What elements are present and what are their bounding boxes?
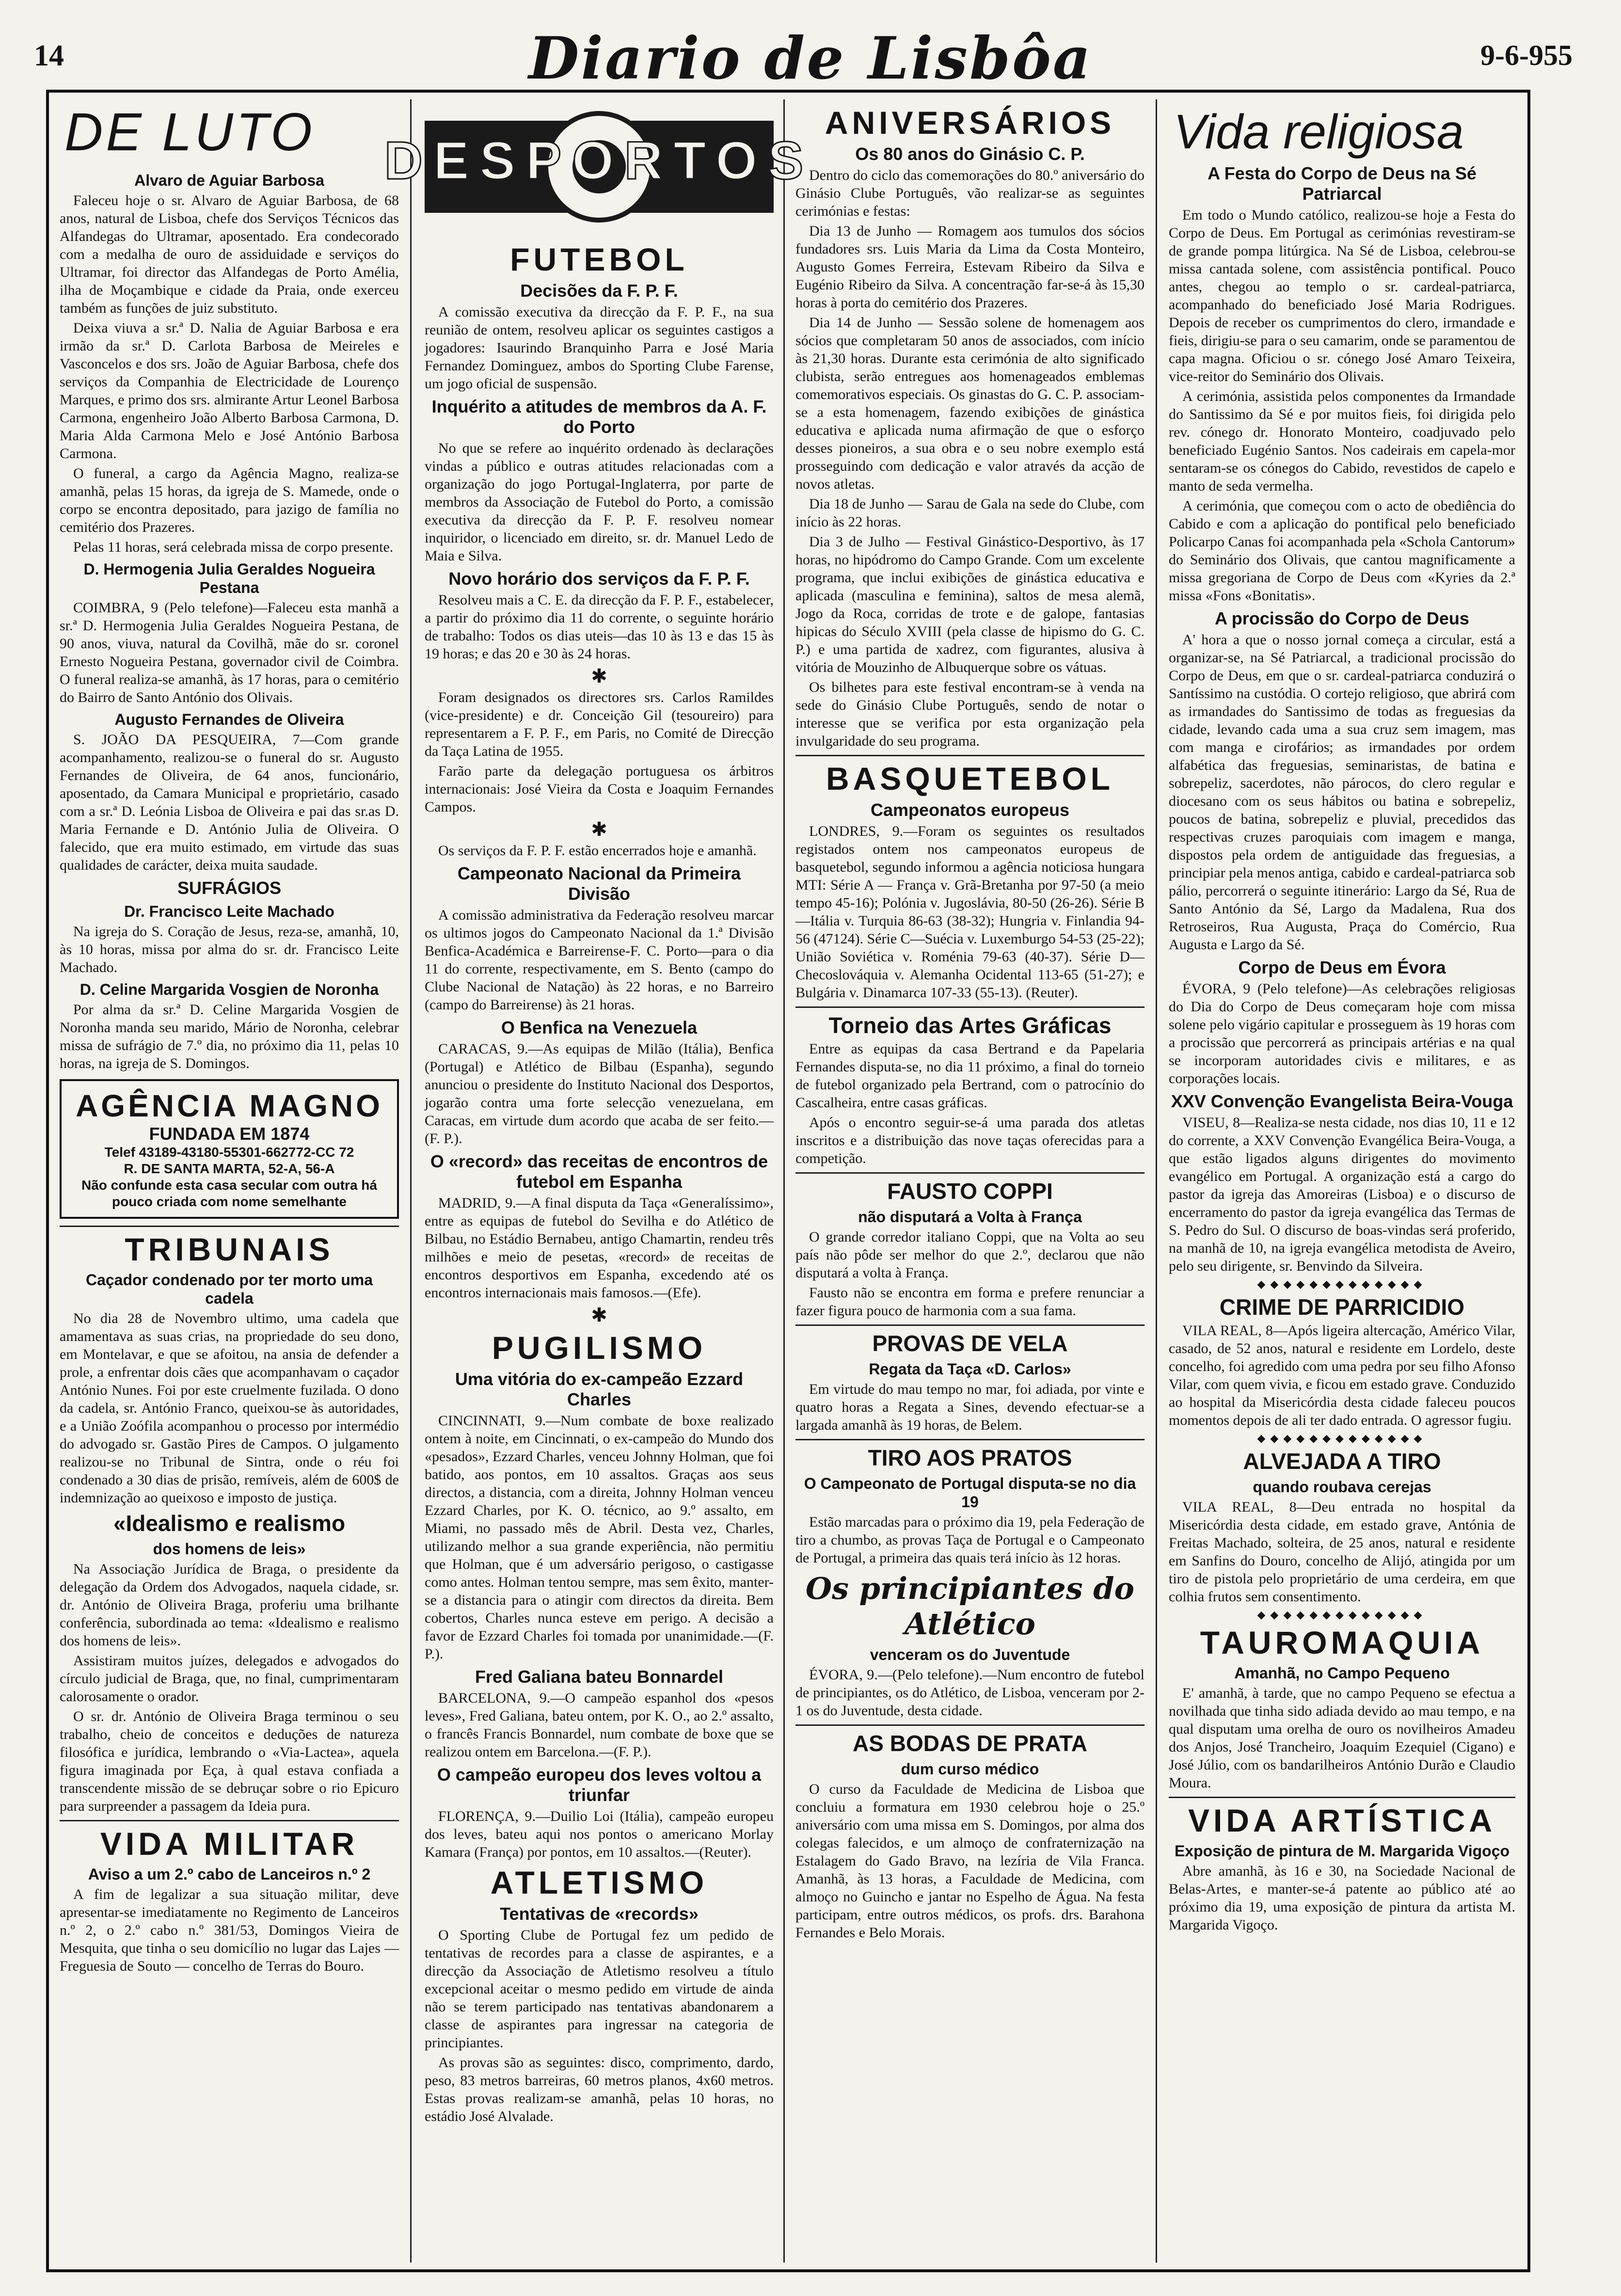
article-text: A fim de legalizar a sua situação militar, deve apresentar-se imediatamente no Regimento de Lanceiros n.º 2, o 2.º cabo n.º 381/53, Domingos Vieira de Mesquita, que tinha o seu domicílio no lugar das Lajes — Freguesia de Souto — concelho de Terras do Bouro. bbox=[60, 1886, 399, 1974]
article-text: A cerimónia, assistida pelos componentes da Irmandade do Santissimo da Sé e por muitos fieis, foi dirigida pelo rev. cónego dr. Honorato Monteiro, coadjuvado pelo beneficiado Eugénio Santos. Nos cadeirais em capela-mor sentaram-se os cónegos do Cabido, revestidos de capelo e manto de seda vermelha. bbox=[1169, 388, 1515, 494]
column-sports bbox=[384, 101, 814, 2261]
headline: Uma vitória do ex-campeão Ezzard Charles bbox=[455, 1369, 744, 1409]
article-text: O grande corredor italiano Coppi, que na Volta ao seu país não pôde ser melhor do que 2.º, declarou que não disputará a volta à França. bbox=[795, 1229, 1144, 1281]
page-frame bbox=[46, 90, 1530, 2272]
desportos-logo bbox=[384, 101, 814, 232]
headline: Inquérito a atitudes de membros da A. F. do Porto bbox=[431, 397, 767, 437]
obituary-text: Pelas 11 horas, será celebrada missa de corpo presente. bbox=[73, 539, 394, 555]
obituary-name: D. Hermogenia Julia Geraldes Nogueira Pestana bbox=[83, 560, 375, 596]
column-sports-2 bbox=[795, 101, 1144, 2261]
obituary-text: COIMBRA, 9 (Pelo telefone)—Faleceu esta manhã a sr.ª D. Hermogenia Julia Geraldes Nogueira Pestana, de 90 anos, viuva, natural da Covilhã, mãe do sr. coronel Ernesto Nogueira Pestana, governador civil de Coimbra. O funeral realiza-se amanhã, às 17 horas, para o cemitério do Bairro de Santo António dos Olivais. bbox=[60, 600, 399, 705]
article-text: Resolveu mais a C. E. da direcção da F. P. F., estabelecer, a partir do próximo dia 11 do corrente, o seguinte horário de trabalho: Todos os dias uteis—das 10 às 13 e das 15 às 19 horas; e das 20 e 30 às 24 horas. bbox=[425, 592, 774, 662]
article-text: A cerimónia, que começou com o acto de obediência do Cabido e com a aplicação do pontifical pelo beneficiado Policarpo Canas foi acompanhada pela «Schola Cantorum» do Seminário dos Olivais, que cantou magnificamente a missa gregoriana de Corpo de Deus com «Kyries da 2.ª missa «Fons «Bonitatis». bbox=[1169, 498, 1515, 604]
headline: CRIME DE PARRICIDIO bbox=[1219, 1294, 1465, 1320]
section-title-basquetebol: BASQUETEBOL bbox=[826, 761, 1114, 797]
sufragio-text: Por alma da sr.ª D. Celine Margarida Vosgien de Noronha manda seu marido, Mário de Noronha, celebrar missa de sufrágio de 7.º dia, no próximo dia 11, pelas 10 horas, na igreja de S. Domingos. bbox=[60, 1002, 399, 1071]
headline: O «record» das receitas de encontros de futebol em Espanha bbox=[430, 1151, 768, 1192]
divider bbox=[795, 1439, 1144, 1440]
newspaper-title: Diario de Lisbôa bbox=[528, 24, 1093, 93]
article-text: Em todo o Mundo católico, realizou-se hoje a Festa do Corpo de Deus. Em Portugal as cerimónias revestiram-se de grande pompa litúrgica. Na Sé de Lisboa, celebrou-se missa cantada solene, com assistência pontifical. Pouco antes, chegou ao templo o sr. cardeal-patriarca, acompanhado do beneficiado José Maria Rodrigues. Depois de receber os cumprimentos do clero, irmandade e fieis, dirigiu-se para o seu camarim, onde se paramentou de capa magna. Oficiou o sr. cónego José Amaro Teixeira, vice-reitor do Seminário dos Olivais. bbox=[1169, 207, 1515, 384]
article-text: No que se refere ao inquérito ordenado às declarações vindas a público e outras atitudes relacionadas com a organização do jogo Portugal-Inglaterra, por parte de membros da Associação de Futebol do Porto, a comissão executiva da direcção da F. P. F. resolveu nomear inquiridor, o licenciado em direito, sr. dr. Manuel Ledo de Maia e Silva. bbox=[425, 440, 774, 564]
subheadline: O Campeonato de Portugal disputa-se no dia 19 bbox=[804, 1475, 1136, 1511]
article-text: Farão parte da delegação portuguesa os árbitros internacionais: José Vieira da Costa e Joaquim Fernandes Campos. bbox=[425, 763, 774, 815]
article-text: O sr. dr. António de Oliveira Braga terminou o seu trabalho, cheio de conceitos e deduções de natureza filosófica e jurídica, lembrando o «Via-Lactea», aquela figura imaginada por Eça, à qual estava confiada a transcendente missão de se debruçar sobre o rio Epicuro para surpreender a passagem da Ideia pura. bbox=[60, 1708, 399, 1814]
subheadline: quando roubava cerejas bbox=[1253, 1478, 1431, 1496]
subheadline: Amanhã, no Campo Pequeno bbox=[1234, 1664, 1450, 1682]
subheadline: venceram os do Juventude bbox=[870, 1646, 1070, 1663]
advert-title: AGÊNCIA MAGNO bbox=[76, 1088, 383, 1123]
sufragio-name: D. Celine Margarida Vosgien de Noronha bbox=[79, 981, 379, 998]
subheadline: não disputará a Volta à França bbox=[858, 1208, 1082, 1226]
headline: Os 80 anos do Ginásio C. P. bbox=[855, 144, 1085, 164]
divider bbox=[1169, 1797, 1515, 1798]
article-text: Os serviços da F. P. F. estão encerrados hoje e amanhã. bbox=[438, 843, 757, 859]
article-text: VISEU, 8—Realiza-se nesta cidade, nos dias 10, 11 e 12 do corrente, a XXV Convenção Evangélica Beira-Vouga, a que estão ligados alguns dirigentes do movimento evangélico em Portugal. A organização está a cargo do pastor da igreja das Amoreiras (Lisboa) e o discurso de encerramento do pastor da igreja evangélica das Termas de S. Pedro do Sul. O discurso de boas-vindas será proferido, na manhã de 10, na igreja evangélica metodista de Aveiro, pelo seu dirigente, sr. Benvindo da Silveira. bbox=[1169, 1115, 1515, 1274]
subheadline: Exposição de pintura de M. Margarida Vigoço bbox=[1174, 1842, 1510, 1860]
subheadline: dos homens de leis» bbox=[153, 1540, 306, 1558]
obituary-name: Alvaro de Aguiar Barbosa bbox=[134, 172, 324, 189]
divider bbox=[795, 1724, 1144, 1726]
headline: XXV Convenção Evangelista Beira-Vouga bbox=[1171, 1091, 1513, 1111]
headline: PROVAS DE VELA bbox=[872, 1331, 1068, 1356]
issue-date: 9-6-955 bbox=[1480, 39, 1573, 71]
divider bbox=[795, 755, 1144, 756]
section-title-futebol: FUTEBOL bbox=[510, 241, 688, 277]
section-title-pugilismo: PUGILISMO bbox=[492, 1330, 707, 1366]
article-text: Dia 14 de Junho — Sessão solene de homenagem aos sócios que completaram 50 anos de associados, com início às 21,30 horas. Durante esta cerimónia de alto significado clubista, serão entregues aos homenageados emblemas comemorativos especiais. Os ginastas do G. C. P. associam-se a esta homenagem, fazendo exibições de ginástica educativa e aplicada numa afirmação de que o esforço desses pioneiros, a sua obra e o seu nobre exemplo está prosseguindo com dedicação e valor através da acção de novos atletas. bbox=[795, 315, 1144, 492]
separator-star: ✱ bbox=[591, 665, 607, 687]
masthead bbox=[19, 19, 1602, 92]
divider bbox=[60, 1820, 399, 1821]
article-text: VILA REAL, 8—Após ligeira altercação, Américo Vilar, casado, de 52 anos, natural e residente em Lordelo, deste concelho, foi agredido com uma pedra por seu filho Afonso Vilar, com quem vivia, e ficou em estado grave. Conduzido ao hospital da Misericórdia desta cidade faleceu poucos momentos depois de ali ter dado entrada. O agressor fugiu. bbox=[1169, 1323, 1515, 1428]
headline: «Idealismo e realismo bbox=[113, 1511, 346, 1536]
article-text: Após o encontro seguir-se-á uma parada dos atletas inscritos e a distribuição das nove taças oferecidas para a competição. bbox=[795, 1115, 1144, 1166]
headline: A Festa do Corpo de Deus na Sé Patriarcal bbox=[1208, 163, 1477, 204]
subsection-title-sufragios: SUFRÁGIOS bbox=[177, 878, 281, 898]
headline: Aviso a um 2.º cabo de Lanceiros n.º 2 bbox=[88, 1866, 371, 1883]
desportos-banner bbox=[384, 101, 814, 232]
article-text: Estão marcadas para o próximo dia 19, pela Federação de tiro a chumbo, as provas Taça de Portugal e o Campeonato de Portugal, a primeira das quais terá início às 12 horas. bbox=[795, 1514, 1144, 1566]
obituary-text: Faleceu hoje o sr. Alvaro de Aguiar Barbosa, de 68 anos, natural de Lisboa, chefe dos Serviços Técnicos das Alfandegas do Ultramar, aposentado. Era condecorado com a medalha de ouro de assiduidade e serviços do Ultramar, foi director das Alfandegas de Porto Amélia, ilha de Moçambique e cidade da Praia, onde exerceu também as funções de juiz substituto. bbox=[60, 192, 399, 316]
advert-founded: FUNDADA EM 1874 bbox=[149, 1124, 310, 1144]
article-text: ÉVORA, 9.—(Pelo telefone).—Num encontro de futebol de principiantes, os do Atlético, de Lisboa, venceram por 2-1 os do Juventude, desta cidade. bbox=[795, 1667, 1144, 1719]
article-text: CINCINNATI, 9.—Num combate de boxe realizado ontem à noite, em Cincinnati, o ex-campeão do Mundo dos «pesados», Ezzard Charles, venceu Johnny Holman, que foi batido, aos pontos, em 10 assaltos. Graças aos seus directos, a distancia, com a direita, Johnny Holman venceu Ezzard Charles, por K. O. técnico, ao 9.º assalto, em Miami, no passado mês de Abril. Desta vez, Charles, utilizando melhor a sua grande experiência, não permitiu que Holman, que é um adversário perigoso, o castigasse como antes. Holman tentou sempre, mas sem êxito, manter-se a distancia para o atingir com directos da direita. Bem cobertos, Charles nunca esteve em perigo. A decisão a favor de Ezzard Charles foi tomada por unanimidade.—(F. P.). bbox=[425, 1413, 774, 1662]
advert-note: Não confunde esta casa secular com outra há pouco criada com nome semelhante bbox=[81, 1178, 377, 1209]
banner-text: DESPORTOS bbox=[384, 131, 814, 191]
article-text: A comissão executiva da direcção da F. P. F., na sua reunião de ontem, resolveu aplicar os seguintes castigos a jogadores: Isaurindo Branquinho Parra e José Maria Fernandez Dominguez, ambos do Sporting Clube Farense, um jogo oficial de suspensão. bbox=[425, 304, 774, 392]
headline: Os principiantes do Atlético bbox=[806, 1571, 1134, 1642]
subheadline: dum curso médico bbox=[901, 1760, 1039, 1778]
separator-star: ✱ bbox=[591, 1304, 607, 1326]
headline: Fred Galiana bateu Bonnardel bbox=[475, 1667, 724, 1687]
divider bbox=[795, 1172, 1144, 1174]
obituary-text: S. JOÃO DA PESQUEIRA, 7—Com grande acompanhamento, realizou-se o funeral do sr. Augusto Fernandes de Oliveira, de 64 anos, funcionário, aposentado, da Camara Municipal e proprietário, casado com a sr.ª D. Leónia Lisboa de Oliveira e pai das sr.as D. Maria Fernande e D. António Julia de Oliveira. O falecido, que era muito estimado, em virtude das suas qualidades de carácter, deixa muita saudade. bbox=[60, 732, 399, 873]
dotted-separator: ◆◆◆◆◆◆◆◆◆◆◆◆◆ bbox=[1257, 1278, 1427, 1290]
column-divider bbox=[1156, 99, 1157, 2263]
headline: O campeão europeu dos leves voltou a triunfar bbox=[437, 1765, 762, 1805]
article-text: LONDRES, 9.—Foram os seguintes os resultados registados ontem nos campeonatos europeus de basquetebol, segundo informou a agência noticiosa hungara MTI: Série A — França v. Grã-Bretanha por 97-50 (a meio tempo 45-16); Polónia v. Jugoslávia, 80-50 (26-26). Série B—Itália v. Turquia 86-63 (38-32); Hungria v. Finlandia 94-56 (47124). Série C—Suécia v. Luxemburgo 54-53 (25-22); União Soviética v. Roménia 79-63 (40-37). Série D—Checoslováquia v. Alemanha Ocidental 113-65 (51-27); e Bulgária v. Dinamarca 107-33 (55-13). (Reuter). bbox=[795, 823, 1144, 1001]
headline: Corpo de Deus em Évora bbox=[1238, 957, 1446, 977]
section-title-atletismo: ATLETISMO bbox=[490, 1865, 708, 1900]
article-text: MADRID, 9.—A final disputa da Taça «Generalíssimo», entre as equipas de futebol do Sevilha e do Atlético de Bilbau, no Estádio Bernabeu, antigo Chamartin, rendeu três milhões e meio de pesetas, «record» de receitas de encontros desportivos em Espanha, excedendo até os encontros internacionais mais famosos.—(Efe). bbox=[425, 1195, 774, 1301]
article-text: Em virtude do mau tempo no mar, foi adiada, por vinte e quatro horas a Regata a Sines, devendo efectuar-se a largada amanhã às 19 horas, de Belem. bbox=[795, 1381, 1144, 1433]
obituary-text: O funeral, a cargo da Agência Magno, realiza-se amanhã, pelas 15 horas, da igreja de S. Mamede, onde o corpo se encontra depositado, para jazigo de família no cemitério dos Prazeres. bbox=[60, 465, 399, 535]
dotted-separator: ◆◆◆◆◆◆◆◆◆◆◆◆◆ bbox=[1257, 1432, 1427, 1444]
divider bbox=[795, 1324, 1144, 1326]
column-obituaries bbox=[60, 101, 399, 2261]
advert-agencia-magno bbox=[60, 1079, 399, 1219]
article-text: O Sporting Clube de Portugal fez um pedido de tentativas de recordes para a classe de aspirantes, e a direcção da Associação de Atletismo resolveu a título excepcional aceitar o mesmo pedido em virtude de ainda não se terem participado nas tentativas abandonarem a classe de aspirantes para ingressar na categoria de principiantes. bbox=[425, 1927, 774, 2051]
article-text: ÉVORA, 9 (Pelo telefone)—As celebrações religiosas do Dia do Corpo de Deus começaram hoje com missa solene pelo vigário capitular e prosseguem às 19 horas com a procissão que percorrerá as principais artérias e na qual se incorporam autoridades civis e militares, e as corporações locais. bbox=[1169, 981, 1515, 1086]
headline: Torneio das Artes Gráficas bbox=[828, 1013, 1112, 1038]
article-text: Assistiram muitos juízes, delegados e advogados do círculo judicial de Braga, que, no final, cumprimentaram calorosamente o orador. bbox=[60, 1653, 399, 1705]
section-title-tribunais: TRIBUNAIS bbox=[125, 1231, 334, 1267]
article-text: Na Associação Jurídica de Braga, o presidente da delegação da Ordem dos Advogados, naquela cidade, sr. dr. António de Oliveira Braga, proferiu uma brilhante conferência, subordinada ao tema: «Idealismo e realismo dos homens de leis». bbox=[60, 1561, 399, 1649]
article-text: FLORENÇA, 9.—Duilio Loi (Itália), campeão europeu dos leves, bateu aqui nos pontos o americano Morlay Kamara (França) por pontos, em 10 assaltos.—(Reuter). bbox=[425, 1808, 774, 1860]
article-text: Entre as equipas da casa Bertrand e da Papelaria Fernandes disputa-se, no dia 11 próximo, a final do torneio de futebol organizado pela Bertrand, com o patrocínio do Cascalheira, entre casas gráficas. bbox=[795, 1041, 1144, 1111]
headline: Decisões da F. P. F. bbox=[520, 281, 678, 301]
article-text: Os bilhetes para este festival encontram-se à venda na sede do Ginásio Clube Português, sendo de notar o interesse que se verifica por esta organização pela invulgaridade do seu programa. bbox=[795, 679, 1144, 749]
section-title-tauromaquia: TAUROMAQUIA bbox=[1200, 1625, 1484, 1660]
dotted-separator: ◆◆◆◆◆◆◆◆◆◆◆◆◆ bbox=[1257, 1609, 1427, 1621]
article-text: A comissão administrativa da Federação resolveu marcar os ultimos jogos do Campeonato Nacional da 1.ª Divisão Benfica-Académica e Barreirense-F. C. Porto—para o dia 11 do corrente, respectivamente, em S. Bento (campo do Clube Nacional de Natação) às 22 horas, e no Barreiro (campo do Barreirense) às 21 horas. bbox=[425, 907, 774, 1013]
section-title-de-luto: DE LUTO bbox=[64, 102, 315, 162]
column-divider bbox=[410, 99, 412, 2263]
section-title-vida-religiosa: Vida religiosa bbox=[1174, 105, 1464, 159]
sufragio-name: Dr. Francisco Leite Machado bbox=[124, 903, 334, 920]
column-religion-news bbox=[1169, 101, 1515, 2261]
obituary-name: Augusto Fernandes de Oliveira bbox=[114, 711, 344, 728]
article-text: BARCELONA, 9.—O campeão espanhol dos «pesos leves», Fred Galiana, bateu ontem, por K. O., ao 2.º assalto, o francês Francis Bonnardel, num combate de boxe que se realizou ontem em Barcelona.—(F. P.). bbox=[425, 1690, 774, 1760]
headline: Caçador condenado por ter morto uma cadela bbox=[85, 1271, 373, 1307]
subheadline: Regata da Taça «D. Carlos» bbox=[869, 1360, 1071, 1378]
headline: FAUSTO COPPI bbox=[887, 1179, 1053, 1204]
section-title-vida-artistica: VIDA ARTÍSTICA bbox=[1188, 1802, 1496, 1838]
headline: Tentativas de «records» bbox=[500, 1904, 699, 1924]
headline: Campeonato Nacional da Primeira Divisão bbox=[457, 863, 741, 904]
article-text: CARACAS, 9.—As equipas de Milão (Itália), Benfica (Portugal) e Atlético de Bilbau (Espanha), segundo anunciou o presidente do Instituto Nacional dos Desportos, jogarão contra uma forte selecção venezuelana, em Caracas, em virtude dum acordo que acaba de ser feito.—(F. P.). bbox=[425, 1041, 774, 1147]
article-text: Dentro do ciclo das comemorações do 80.º aniversário do Ginásio Clube Português, vão realizar-se as seguintes cerimónias e festas: bbox=[795, 167, 1144, 219]
page-number: 14 bbox=[34, 39, 64, 72]
article-text: Dia 3 de Julho — Festival Ginástico-Desportivo, às 17 horas, no hipódromo do Campo Grande. Com um excelente programa, que inclui exibições de ginástica educativa e aplicada (masculina e feminina), saltos de mesa alemã, Jogo da Roca, corridas de trote e de galope, fantasias hipicas do Século XVIII (pela classe de hipismo do G. C. P.) e uma partida de xadrez, com figurantes, alusiva à vitória de Mouzinho de Albuquerque sobre os vátuas. bbox=[795, 534, 1144, 675]
article-text: Dia 18 de Junho — Sarau de Gala na sede do Clube, com início às 22 horas. bbox=[795, 496, 1144, 530]
article-text: No dia 28 de Novembro ultimo, uma cadela que amamentava as suas crias, na propriedade do seu dono, em Montelavar, e que se afoitou, na ansia de defender a prole, a enfrentar dois cães que acompanhavam o caçador António Nunes. Foi por este cruelmente fuzilada. O dono da cadela, sr. António Franco, queixou-se às autoridades, e a União Zoófila acompanhou o processo por intermédio do advogado sr. Gastão Pires de Campos. O julgamento realizou-se no Tribunal de Sintra, onde o réu foi condenado a 30 dias de prisão, remíveis, além de 600$ de indemnização ao queixoso e imposto de justiça. bbox=[60, 1310, 399, 1506]
separator-star: ✱ bbox=[591, 818, 607, 840]
headline: O Benfica na Venezuela bbox=[501, 1018, 698, 1037]
obituary-text: Deixa viuva a sr.ª D. Nalia de Aguiar Barbosa e era irmão da sr.ª D. Carlota Barbosa de Meireles e Vasconcelos e dos srs. João de Aguiar Barbosa, chefe dos serviços da Companhia de Electricidade de Lourenço Marques, e primo dos srs. almirante Artur Leonel Barbosa Carmona, engenheiro João Alberto Barbosa Carmona, D. Maria Alda Carmona Melo e José António Barbosa Carmona. bbox=[60, 320, 399, 462]
article-text: O curso da Faculdade de Medicina de Lisboa que concluiu a formatura em 1930 celebrou hoje o 25.º aniversário com uma missa em S. Domingos, por alma dos colegas falecidos, e um almoço de confraternização na Estalagem do Gado Bravo, na lezíria de Vila Franca. Amanhã, às 13 horas, a Faculdade de Medicina, com almoço no Guincho e jantar no Espelho de Água. Na festa participam, entre outros médicos, os profs. drs. Barahona Fernandes e Belo Morais. bbox=[795, 1781, 1144, 1941]
advert-address: R. DE SANTA MARTA, 52-A, 56-A bbox=[124, 1161, 335, 1176]
section-title-vida-militar: VIDA MILITAR bbox=[100, 1826, 359, 1862]
article-text: E' amanhã, à tarde, que no campo Pequeno se efectua a novilhada que tinha sido adiada devido ao mau tempo, e na qual disputam uma orelha de ouro os novilheiros Amadeu dos Anjos, José Trancheiro, Joaquim Ezequiel (Cigano) e José Júlio, com os bandarilheiros António Durão e Claudio Moura. bbox=[1169, 1685, 1515, 1791]
article-text: VILA REAL, 8—Deu entrada no hospital da Misericórdia desta cidade, em estado grave, Antónia de Freitas Machado, solteira, de 25 anos, natural e residente em Sanfins do Douro, concelho de Alijó, atingida por um tiro de pistola pelo proprietário de uma cerdeira, em que colhia frutos sem consentimento. bbox=[1169, 1499, 1515, 1605]
article-text: Fausto não se encontra em forma e prefere renunciar a fazer figura pouco de harmonia com a sua fama. bbox=[795, 1285, 1144, 1319]
headline: ALVEJADA A TIRO bbox=[1243, 1449, 1441, 1474]
article-text: A' hora a que o nosso jornal começa a circular, está a organizar-se, na Sé Patriarcal, a tradicional procissão do Corpo de Deus, em que o sr. cardeal-patriarca conduzirá o Santíssimo na custódia. O cortejo religioso, que abrirá com as irmandades do Santissimo de todas as freguesias da cidade, levando cada uma a sua cruz sem imagem, mas com manga e cirofários; as irmandades por ordem alfabética das freguesias, seminaristas, de batina e sobrepeliz, sacerdotes, não párocos, do clero regular e diocesano com os seus hábitos ou batina e sobrepeliz, poucos de batina, sobrepeliz e pluvial, precedidos das respectivas cruzes paroquiais com imagem e manga, dispostos pela ordem de antiguidade das freguesias, a principiar pela menos antiga, cabido e cardeal-patriarca sob pálio, percorrerá o seguinte itinerário: Largo da Sé, Rua de Santo António da Sé, Largo da Madalena, Rua dos Retroseiros, Rua Augusta, Praça do Comércio, Rua Augusta e Largo da Sé. bbox=[1169, 632, 1515, 953]
section-title-aniversarios: ANIVERSÁRIOS bbox=[825, 105, 1115, 141]
headline: A procissão do Corpo de Deus bbox=[1215, 608, 1469, 628]
article-text: Abre amanhã, às 16 e 30, na Sociedade Nacional de Belas-Artes, e manter-se-á patente ao público até ao próximo dia 19, uma exposição de pintura da artista M. Margarida Vigoço. bbox=[1169, 1863, 1515, 1933]
headline: Novo horário dos serviços da F. P. F. bbox=[448, 569, 750, 589]
headline: AS BODAS DE PRATA bbox=[853, 1731, 1087, 1756]
headline: Campeonatos europeus bbox=[870, 800, 1070, 820]
article-text: Dia 13 de Junho — Romagem aos tumulos dos sócios fundadores srs. Luis Maria da Lima da Costa Monteiro, Augusto Gomes Ferreira, Estevam Ribeiro da Silva e Eugénio Ribeiro da Silva. A concentração far-se-á às 15,30 horas à porta do cemitério dos Prazeres. bbox=[795, 223, 1144, 311]
column-divider bbox=[783, 99, 785, 2263]
divider bbox=[795, 1006, 1144, 1008]
divider bbox=[60, 1226, 399, 1227]
article-text: As provas são as seguintes: disco, comprimento, dardo, peso, 83 metros barreiras, 60 metros planos, 4x60 metros. Estas provas realizam-se amanhã, pelas 10 horas, no estádio José Alvalade. bbox=[425, 2055, 774, 2124]
article-text: Foram designados os directores srs. Carlos Ramildes (vice-presidente) e dr. Conceição Gil (tesoureiro) para representarem a F. P. F., em Paris, no Comité de Direcção da Taça Latina de 1955. bbox=[425, 689, 774, 759]
advert-phones: Telef 43189-43180-55301-662772-CC 72 bbox=[104, 1145, 354, 1160]
headline: TIRO AOS PRATOS bbox=[868, 1445, 1072, 1470]
sufragio-text: Na igreja do S. Coração de Jesus, reza-se, amanhã, 10, às 10 horas, missa por alma do sr. dr. Francisco Leite Machado. bbox=[60, 924, 399, 975]
